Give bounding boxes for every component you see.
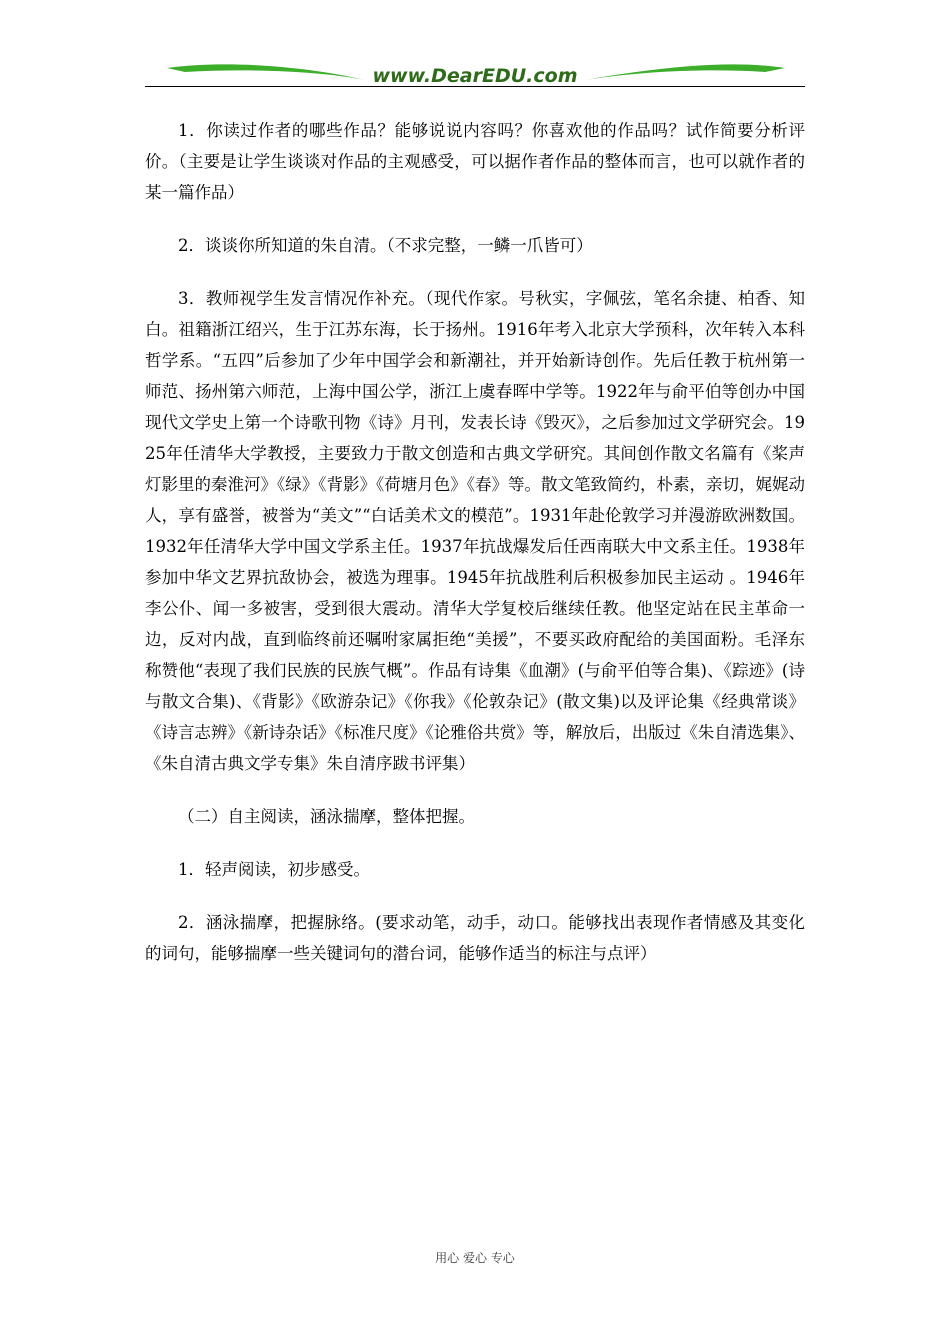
paragraph-step-2: 2．涵泳揣摩，把握脉络。(要求动笔，动手，动口。能够找出表现作者情感及其变化的词句，能够揣摩一些关键词句的潜台词，能够作适当的标注与点评） bbox=[145, 913, 805, 963]
right-swoosh-decoration bbox=[585, 64, 785, 80]
left-swoosh-decoration bbox=[167, 64, 365, 80]
paragraph-step-1: 1．轻声阅读，初步感受。 bbox=[178, 860, 370, 879]
page-footer: 用心 爱心 专心 bbox=[435, 1251, 515, 1265]
section-heading-reading: （二）自主阅读，涵泳揣摩，整体把握。 bbox=[178, 807, 475, 826]
paragraph-teacher-supplement: 3．教师视学生发言情况作补充。（现代作家。号秋实，字佩弦，笔名余捷、柏香、知白。祖籍浙江绍兴，生于江苏东海，长于扬州。1916年考入北京大学预科，次年转入本科哲学系。“五四”后参加了少年中国学会和新潮社，并开始新诗创作。先后任教于杭州第一师范、扬州第六师范，上海中国公学，浙江上虞春晖中学等。1922年与俞平伯等创办中国现代文学史上第一个诗歌刊物《诗》月刊，发表长诗《毁灭》，之后参加过文学研究会。1925年任清华大学教授，主要致力于散文创造和古典文学研究。其间创作散文名篇有《桨声灯影里的秦淮河》《绿》《背影》《荷塘月色》《春》等。散文笔致简约，朴素，亲切，娓娓动人，享有盛誉，被誉为“美文”“白话美术文的模范”。1931年赴伦敦学习并漫游欧洲数国。1932年任清华大学中国文学系主任。1937年抗战爆发后任西南联大中文系主任。1938年参加中华文艺界抗敌协会，被选为理事。1945年抗战胜利后积极参加民主运动 。1946年李公仆、闻一多被害，受到很大震动。清华大学复校后继续任教。他坚定站在民主革命一边，反对内战，直到临终前还嘱咐家属拒绝“美援”，不要买政府配给的美国面粉。毛泽东称赞他“表现了我们民族的民族气概”。作品有诗集《血潮》(与俞平伯等合集)、《踪迹》(诗与散文合集)、《背影》《欧游杂记》《你我》《伦敦杂记》(散文集)以及评论集《经典常谈》《诗言志辨》《新诗杂话》《标准尺度》《论雅俗共赏》等，解放后，出版过《朱自清选集》、《朱自清古典文学专集》朱自清序跋书评集） bbox=[145, 289, 805, 773]
site-logo-text: www.DearEDU.com bbox=[372, 65, 578, 87]
paragraph-question-2: 2．谈谈你所知道的朱自清。（不求完整，一鳞一爪皆可） bbox=[178, 236, 593, 255]
document-body bbox=[145, 115, 805, 969]
paragraph-question-1: 1．你读过作者的哪些作品？能够说说内容吗？你喜欢他的作品吗？试作简要分析评价。（主要是让学生谈谈对作品的主观感受，可以据作者作品的整体而言，也可以就作者的某一篇作品） bbox=[145, 121, 805, 202]
header-divider-line bbox=[145, 86, 805, 87]
